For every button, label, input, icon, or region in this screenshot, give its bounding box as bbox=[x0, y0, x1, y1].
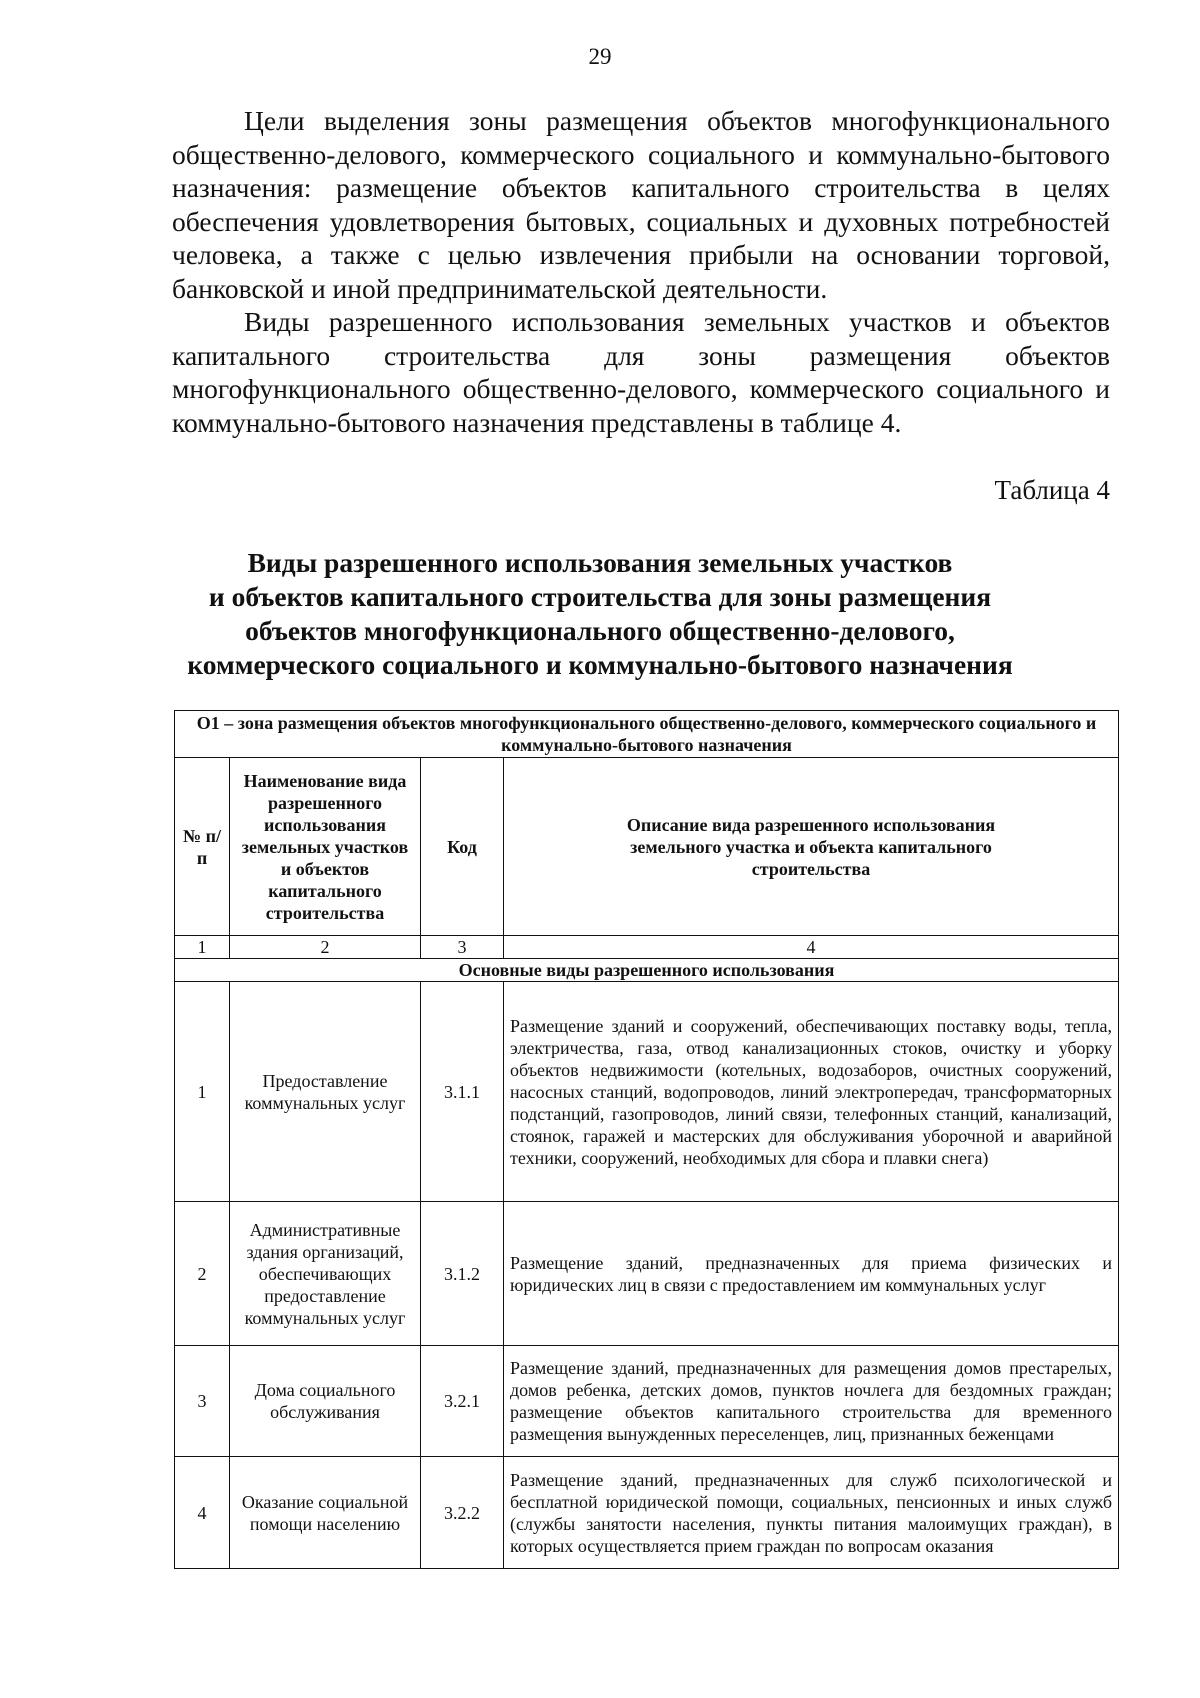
row-description: Размещение зданий и сооружений, обеспечивающих поставку воды, тепла, электричества, газа, отвод канализационных стоков, очистку и уборку объектов недвижимости (котельных, водозаборов, очистных сооружений, насосных станций, водопроводов, линий электропередач, трансформаторных подстанций, газопроводов, линий связи, телефонных станций, канализаций, стоянок, гаражей и мастерских для обслуживания уборочной и аварийной техники, сооружений, необходимых для сбора и плавки снега) bbox=[504, 982, 1119, 1202]
row-code: 3.1.2 bbox=[421, 1202, 504, 1346]
table-title-line: коммерческого социального и коммунально-бытового назначения bbox=[187, 649, 1013, 680]
body-text bbox=[172, 104, 1110, 439]
row-name: Дома социального обслуживания bbox=[230, 1346, 421, 1457]
column-number: 4 bbox=[504, 936, 1119, 959]
table-title-line: и объектов капитального строительства для зоны размещения bbox=[208, 581, 992, 612]
row-number: 4 bbox=[175, 1457, 230, 1569]
table-title bbox=[60, 546, 1140, 682]
table-row bbox=[175, 1346, 1119, 1457]
column-number: 3 bbox=[421, 936, 504, 959]
row-name: Административные здания организаций, обеспечивающих предоставление коммунальных услуг bbox=[230, 1202, 421, 1346]
column-header-name: Наименование вида разрешенного использования земельных участков и объектов капитального строительства bbox=[230, 758, 421, 936]
row-code: 3.2.1 bbox=[421, 1346, 504, 1457]
table-row bbox=[175, 1457, 1119, 1569]
column-header-row bbox=[175, 758, 1119, 936]
table-title-line: объектов многофункционального общественно-делового, bbox=[245, 615, 955, 646]
table-title-line: Виды разрешенного использования земельных участков bbox=[247, 547, 953, 578]
row-code: 3.1.1 bbox=[421, 982, 504, 1202]
zone-header: О1 – зона размещения объектов многофункционального общественно-делового, коммерческого социального и коммунально-бытового назначения bbox=[175, 711, 1119, 758]
table-row bbox=[175, 1202, 1119, 1346]
row-description: Размещение зданий, предназначенных для приема физических и юридических лиц в связи с предоставлением им коммунальных услуг bbox=[504, 1202, 1119, 1346]
row-description: Размещение зданий, предназначенных для служб психологической и бесплатной юридической помощи, социальных, пенсионных и иных служб (службы занятости населения, пункты питания малоимущих граждан), в которых осуществляется прием граждан по вопросам оказания bbox=[504, 1457, 1119, 1569]
row-number: 1 bbox=[175, 982, 230, 1202]
row-description: Размещение зданий, предназначенных для размещения домов престарелых, домов ребенка, детских домов, пунктов ночлега для бездомных граждан; размещение объектов капитального строительства для временного размещения вынужденных переселенцев, лиц, признанных беженцами bbox=[504, 1346, 1119, 1457]
row-number: 2 bbox=[175, 1202, 230, 1346]
paragraph-permitted-uses: Виды разрешенного использования земельных участков и объектов капитального строительства для зоны размещения объектов многофункционального общественно-делового, коммерческого социального и коммунально-бытового назначения представлены в таблице 4. bbox=[172, 306, 1110, 438]
page-number: 29 bbox=[588, 44, 612, 69]
row-name: Предоставление коммунальных услуг bbox=[230, 982, 421, 1202]
column-header-description: Описание вида разрешенного использования земельного участка и объекта капитального строительства bbox=[504, 758, 1119, 936]
column-number: 2 bbox=[230, 936, 421, 959]
table-row bbox=[175, 982, 1119, 1202]
column-number-row bbox=[175, 936, 1119, 959]
row-name: Оказание социальной помощи населению bbox=[230, 1457, 421, 1569]
table-label: Таблица 4 bbox=[994, 475, 1110, 505]
paragraph-goals: Цели выделения зоны размещения объектов многофункционального общественно-делового, коммерческого социального и коммунально-бытового назначения: размещение объектов капитального строительства в целях обеспечения удовлетворения бытовых, социальных и духовных потребностей человека, а также с целью извлечения прибыли на основании торговой, банковской и иной предпринимательской деятельности. bbox=[172, 105, 1110, 304]
zone-header-row bbox=[175, 711, 1119, 758]
column-number: 1 bbox=[175, 936, 230, 959]
row-code: 3.2.2 bbox=[421, 1457, 504, 1569]
section-title: Основные виды разрешенного использования bbox=[175, 959, 1119, 982]
permitted-uses-table bbox=[174, 710, 1119, 1569]
section-row bbox=[175, 959, 1119, 982]
column-header-number: № п/п bbox=[175, 758, 230, 936]
column-header-code: Код bbox=[421, 758, 504, 936]
row-number: 3 bbox=[175, 1346, 230, 1457]
